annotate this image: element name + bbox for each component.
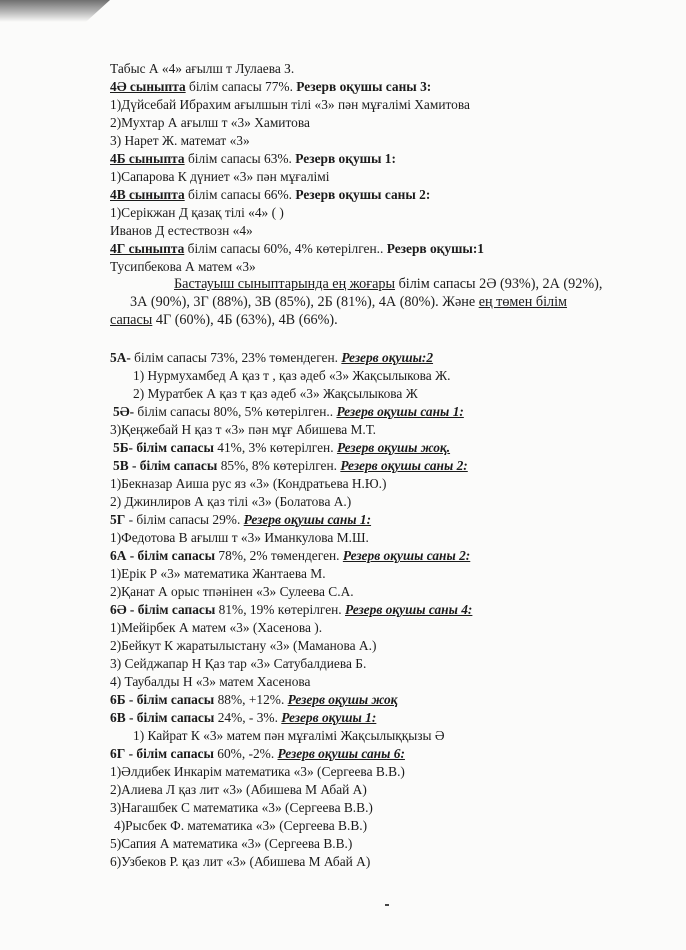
document-line: [130, 294, 567, 311]
document-line: [110, 150, 396, 167]
document-line: [110, 258, 256, 275]
text-run: білім сапасы 60%, 4% көтерілген..: [184, 241, 387, 256]
text-run: 1)Дүйсебай Ибрахим ағылшын тілі «3» пән мұғалімі Хамитова: [110, 97, 470, 112]
document-line: [110, 799, 373, 816]
text-run: 3А (90%), 3Г (88%), 3В (85%), 2Б (81%), 4А (80%). Және: [130, 294, 479, 310]
text-run: 3)Нагашбек С математика «3» (Сергеева В.В.): [110, 800, 373, 815]
document-line: [110, 240, 484, 257]
text-run: 6В - білім сапасы: [110, 710, 215, 725]
text-run: 5Г: [110, 512, 126, 527]
document-line: [110, 312, 338, 329]
document-line: [110, 655, 366, 672]
document-line: [110, 547, 470, 564]
text-run: Табыс А «4» ағылш т Лулаева З.: [110, 61, 295, 76]
text-run: 1) Кайрат К «3» матем пән мұғалімі Жақсылыққызы Ә: [133, 728, 445, 743]
document-line: [110, 60, 294, 77]
document-line: [110, 475, 386, 492]
scan-speck: [385, 904, 389, 906]
document-line: [110, 96, 470, 113]
text-run: 24%, - 3%.: [214, 710, 282, 725]
text-run: 5А-: [110, 350, 131, 365]
text-run: Резерв оқушы саны 6:: [277, 746, 405, 761]
text-run: Резерв оқушы жоқ.: [336, 440, 451, 455]
document-line: [110, 691, 397, 708]
text-run: - білім сапасы 29%.: [125, 512, 244, 527]
document-line: [110, 835, 352, 852]
text-run: 5Ә-: [113, 404, 135, 419]
text-run: 1)Бекназар Аиша рус яз «3» (Кондратьева Н.Ю.): [110, 476, 387, 491]
text-run: 6Г - білім сапасы: [110, 746, 214, 761]
text-run: 78%, 2% төмендеген.: [215, 548, 343, 563]
text-run: 6Б - білім сапасы: [110, 692, 215, 707]
document-line: [110, 601, 472, 618]
text-run: Резерв оқушы:1: [386, 241, 485, 256]
document-line: [113, 457, 468, 474]
document-line: [113, 403, 464, 420]
document-line: [110, 709, 376, 726]
text-run: білім сапасы 66%.: [184, 187, 296, 202]
text-run: 6Ә - білім сапасы: [110, 602, 216, 617]
document-line: [110, 763, 405, 780]
text-run: 81%, 19% көтерілген.: [215, 602, 345, 617]
document-line: [110, 745, 405, 762]
document-line: [110, 168, 329, 185]
text-run: Резерв оқушы саны 4:: [345, 602, 473, 617]
document-line: [110, 511, 371, 528]
text-run: Иванов Д естествозн «4»: [110, 223, 253, 238]
text-run: 2)Алиева Л қаз лит «3» (Абишева М Абай А): [110, 782, 367, 797]
document-line: [133, 385, 418, 402]
text-run: 3) Сейджапар Н Қаз тар «3» Сатубалдиева Б.: [110, 656, 367, 671]
text-run: 2) Джинлиров А қаз тілі «3» (Болатова А.): [110, 494, 352, 509]
text-run: 41%, 3% көтерілген.: [213, 440, 337, 455]
text-run: білім сапасы 2Ә (93%), 2А (92%),: [395, 276, 603, 292]
text-run: 6А - білім сапасы: [110, 548, 216, 563]
text-run: Тусипбекова А матем «3»: [110, 259, 256, 274]
text-run: 3)Қеңжебай Н қаз т «3» пән мұғ Абишева М.Т.: [110, 422, 376, 437]
text-run: 1) Нурмухамбед А қаз т , қаз әдеб «3» Жақсылыкова Ж.: [133, 368, 451, 383]
text-run: білім сапасы 63%.: [184, 151, 296, 166]
document-line: [114, 817, 367, 834]
text-run: 4Г сыныпта: [110, 241, 185, 256]
text-run: 3) Нарет Ж. математ «3»: [110, 133, 250, 148]
text-run: 4Ә сыныпта: [110, 79, 186, 94]
document-line: [110, 186, 430, 203]
document-line: [110, 132, 250, 149]
text-run: Резерв оқушы саны 1:: [243, 512, 372, 527]
text-run: 1)Ерік Р «3» математика Жантаева М.: [110, 566, 326, 581]
text-run: білім сапасы 73%, 23% төмендеген.: [130, 350, 342, 365]
document-line: [110, 565, 326, 582]
document-line: [110, 637, 376, 654]
text-run: Резерв оқушы саны 3:: [296, 79, 432, 94]
text-run: 1)Мейірбек А матем «3» (Хасенова ).: [110, 620, 323, 635]
text-run: 4В сыныпта: [110, 187, 185, 202]
document-line: [113, 439, 450, 456]
document-line: [110, 529, 369, 546]
document-line: [110, 421, 376, 438]
document-line: [133, 367, 450, 384]
text-run: 5)Сапия А математика «3» (Сергеева В.В.): [110, 836, 353, 851]
text-run: білім сапасы 77%.: [185, 79, 297, 94]
document-line: [110, 853, 370, 870]
document-line: [110, 114, 310, 131]
text-run: 1)Федотова В ағылш т «3» Иманкулова М.Ш.: [110, 530, 369, 545]
text-run: 6)Узбеков Р. қаз лит «3» (Абишева М Абай А): [110, 854, 371, 869]
text-run: ең төмен білім: [478, 294, 568, 310]
text-run: білім сапасы 80%, 5% көтерілген..: [134, 404, 337, 419]
text-run: Резерв оқушы:2: [341, 350, 434, 365]
text-run: 2)Қанат А орыс тпәнінен «3» Сулеева С.А.: [110, 584, 354, 599]
text-run: 4Б сыныпта: [110, 151, 185, 166]
text-run: 1)Сапарова К дүниет «3» пән мұғалімі: [110, 169, 330, 184]
text-run: Резерв оқушы саны 2:: [342, 548, 471, 563]
text-run: 88%, +12%.: [214, 692, 288, 707]
document-line: [133, 727, 445, 744]
text-run: 1)Серікжан Д қазақ тілі «4» ( ): [110, 205, 284, 220]
text-run: 4Г (60%), 4Б (63%), 4В (66%).: [152, 312, 338, 328]
text-run: 5В - білім сапасы: [113, 458, 218, 473]
document-line: [110, 673, 311, 690]
document-line: [110, 619, 322, 636]
text-run: 1)Әлдибек Инкарім математика «3» (Сергеева В.В.): [110, 764, 405, 779]
text-run: 5Б- білім сапасы: [113, 440, 214, 455]
text-run: 85%, 8% көтерілген.: [217, 458, 341, 473]
text-run: Резерв оқушы саны 1:: [336, 404, 464, 419]
document-line: [110, 78, 431, 95]
text-run: Резерв оқушы саны 2:: [295, 187, 431, 202]
text-run: 2) Муратбек А қаз т қаз әдеб «3» Жақсылыкова Ж: [133, 386, 418, 401]
text-run: сапасы: [110, 312, 153, 328]
text-run: 2)Бейкут К жаратылыстану «3» (Маманова А.): [110, 638, 377, 653]
text-run: 4)Рысбек Ф. математика «3» (Сергеева В.В.): [114, 818, 368, 833]
text-run: 2)Мухтар А ағылш т «3» Хамитова: [110, 115, 310, 130]
document-line: [110, 204, 284, 221]
text-run: Резерв оқушы саны 2:: [340, 458, 468, 473]
document-line: [174, 276, 602, 293]
text-run: Резерв оқушы 1:: [295, 151, 396, 166]
document-line: [110, 583, 354, 600]
document-line: [110, 493, 351, 510]
document-line: [110, 349, 433, 366]
text-run: Резерв оқушы 1:: [281, 710, 377, 725]
text-run: Бастауыш сыныптарында ең жоғары: [174, 276, 396, 292]
text-run: Резерв оқушы жоқ: [287, 692, 398, 707]
document-line: [110, 222, 253, 239]
document-line: [110, 781, 367, 798]
text-run: 4) Таубалды Н «3» матем Хасенова: [110, 674, 311, 689]
text-run: 60%, -2%.: [213, 746, 278, 761]
